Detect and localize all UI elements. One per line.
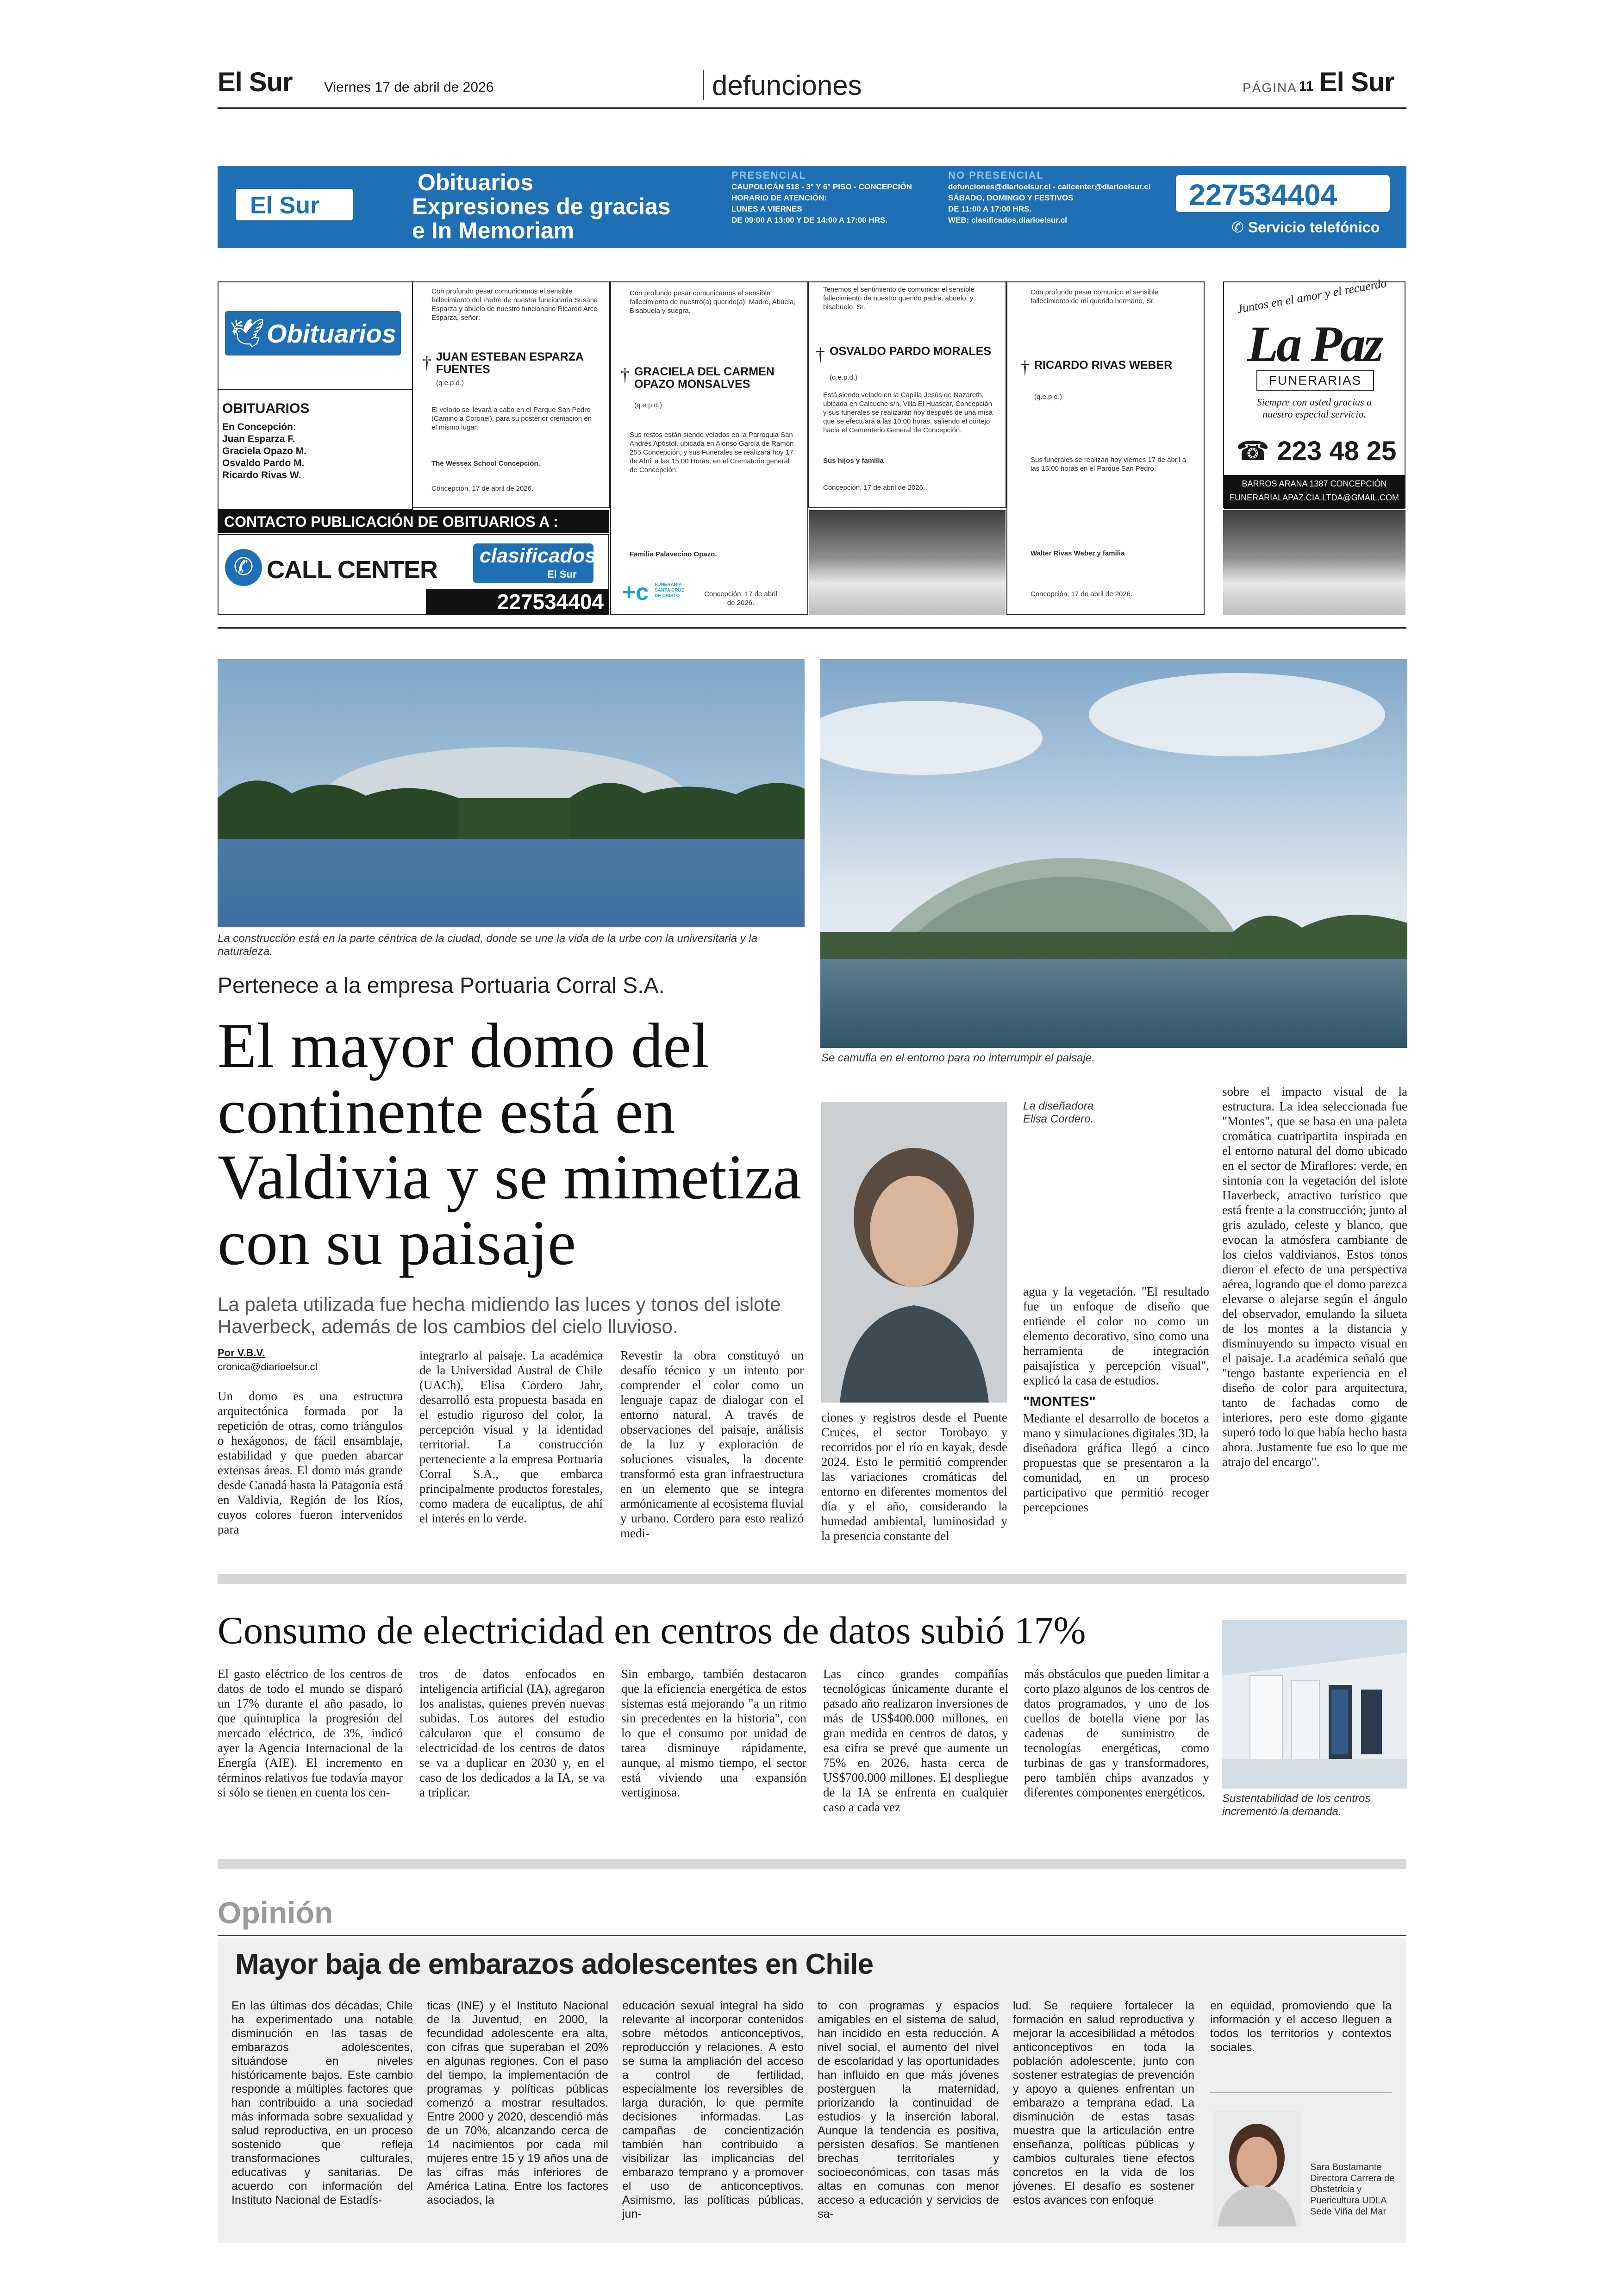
obituary-notice: Con profundo pesar comunico el sensible fallecimiento de mi querido hermano, Sr. † RICARDO RIVAS WEBER (q.e.p.d.) Sus funerales se realizan hoy viernes 17 de abril a las 15:00 horas en el Parque San Pedro. Walter Rivas Weber y familia Concepción, 17 de abril de 2026. (1006, 281, 1205, 615)
obituary-banner (218, 166, 1406, 248)
index-title: OBITUARIOS (222, 401, 310, 416)
article-column: sobre el impacto visual de la estructura. La idea seleccionada fue "Montes", que se basa en una paleta cromática cuatripartita inspirada en el entorno natural del domo ubicado en el sector de Miraflores: verde, en sintonía con la vegetación del islote Haverbeck, atractivo turístico que está frente a la construcción; junto al gris azulado, celeste y blanco, que evocan la atmósfera cambiante de los cielos valdivianos. Estos tonos dieron el efecto de una perspectiva aérea, logrando que el domo parezca elevarse o alejarse según el ángulo del observador, emulando la silueta de los montes a la distancia y disminuyendo su impacto visual en el paisaje. La académica señaló que "tengo bastante experiencia en el diseño de color para arquitectura, tanto de fachadas como de interiores, pero este domo gigante superó todo lo que había hecho hasta ahora. Justamente fue eso lo que me atrajo del encargo". (1222, 1085, 1407, 1469)
photo2-caption: Se camufla en el entorno para no interrumpir el paisaje. (821, 1052, 1095, 1064)
article-column: Revestir la obra constituyó un desafío técnico y un intento por comprender el color como un lenguaje capaz de dialogar con el entorno natural. A través de observaciones del paisaje, análisis de la luz y exploración de soluciones visuales, la docente transformó esta gran infraestructura en un elemento que se integra armónicamente al ecosistema fluvial y urbano. Cordero para esto realizó medi- (620, 1348, 804, 1540)
page-number: 11 (1299, 79, 1314, 94)
telephone-icon: ☎ (1236, 436, 1270, 466)
article-column: ciones y registros desde el Puente Cruces, el sector Torobayo y recorridos por el río en kayak, desde 2024. Esto le permitió comprender las variaciones cromáticas del entorno en diferentes momentos del día y el año, considerando la humedad ambiental, luminosidad y la presencia constante del (821, 1410, 1007, 1543)
obituary-notice: Tenemos el sentimiento de comunicar el sensible fallecimiento de nuestro querido padre, abuelo, y bisabuelo, Sr. † OSVALDO PARDO MORALES (q.e.p.d.) Está siendo velado en la Capilla Jesús de Nazareth, ubicada en Calcuche s/n, Villa El Huascar, Concepción y sus funerales se realizarán hoy después de una misa que se efectuará a las 10:00 horas, saliendo el cortejo hacia el Cementerio General de Concepción. Sus hijos y familia Concepción, 17 de abril de 2026. (808, 281, 1006, 508)
cross-icon: † (816, 344, 825, 365)
banner-no-presencial: NO PRESENCIAL defunciones@diarioelsur.cl - callcenter@diarioelsur.cl SÁBADO, DOMINGO Y FESTIVOS DE 11:00 A 17:00 HRS. WEB: clasificados.diarioelsur.cl (948, 169, 1151, 225)
funeraria-icon: +c (622, 579, 649, 605)
opinion-rule (218, 1935, 1406, 1936)
banner-phone-box[interactable] (1176, 175, 1390, 212)
index-place: En Concepción: (222, 422, 296, 432)
portrait-photo (821, 1102, 1007, 1403)
page-label: PÁGINA (1243, 81, 1297, 95)
dome-river-photo (820, 659, 1407, 1048)
article-column: Sin embargo, también destacaron que la eficiencia energética de estos sistemas está mejorando "a un ritmo sin precedentes en la historia", con lo que el consumo por unidad de tarea disminuye rápidamente, aunque, al mismo tiempo, el sector está viviendo una expansión vertiginosa. (621, 1667, 806, 1799)
obituaries-index (218, 281, 413, 510)
opinion-column: educación sexual integral ha sido relevante al incorporar contenidos sobre métodos anticonceptivos, reproducción y relaciones. A esto se suma la ampliación del acceso a control de fertilidad, especialmente los reversibles de larga duración, lo que permite decisiones informadas. Las campañas de concientización también han contribuido a visibilizar las implicancias del embarazo temprano y a promover el uso de anticonceptivos. Asimismo, las políticas públicas, jun- (622, 1999, 804, 2220)
domo-kicker: Pertenece a la empresa Portuaria Corral S.A. (218, 973, 665, 998)
obituaries-bottom-rule (218, 627, 1406, 629)
obituary-notice: Con profundo pesar comunicamos el sensible fallecimiento de nuestro(a) querido(a): Madre, Abuela, Bisabuela y suegra. † GRACIELA DEL CARMEN OPAZO MONSALVES (q.e.p.d.) Sus restos están siendo velados en la Parroquia San Andrés Apóstol, ubicada en Alonso García de Ramón 255 Concepción, y sus Funerales se realizará hoy 17 de Abril a las 15:00 Horas, en el Crematorio general de Concepción. Familia Palavecino Opazo. +c FUNERARIA SANTA CRUZ DE CRISTO Concepción, 17 de abril de 2026. (610, 281, 808, 615)
obituary-notice: Con profundo pesar comunicamos el sensible fallecimiento del Padre de nuestra funcionaria Susana Esparza y abuelo de nuestro funcionario Ricardo Arce Esparza, señor: † JUAN ESTEBAN ESPARZA FUENTES (q.e.p.d.) El velorio se llevará a cabo en el Parque San Pedro (Camino a Coronel), para su posterior cremación en el mismo lugar. The Wessex School Concepción. Concepción, 17 de abril de 2026. (412, 281, 610, 508)
domo-deck: La paleta utilizada fue hecha midiendo las luces y tonos del islote Haverbeck, además de los cambios del cielo lluvioso. (218, 1293, 781, 1337)
brand-left: El Sur (218, 67, 293, 97)
contact-phone[interactable]: 227534404 (426, 589, 609, 615)
index-name[interactable]: Juan Esparza F. (222, 434, 295, 444)
contact-box (218, 510, 609, 615)
banner-phone-label: ✆ Servicio telefónico (1231, 219, 1380, 236)
brand-right: El Sur (1319, 67, 1394, 97)
clouds-image (1223, 510, 1405, 615)
opinion-column: lud. Se requiere fortalecer la formación en salud reproductiva y mejorar la accesibilidad a métodos anticonceptivos en toda la población adolescente, junto con sostener estrategias de prevención y apoyo a quienes enfrentan un embarazo a temprana edad. La disminución de estas tasas muestra que la articulación entre enseñanza, políticas públicas y cambios culturales tiene efectos concretos en la vida de los jóvenes. El desafío es sostener estos avances con enfoque (1013, 1999, 1194, 2207)
section-divider (218, 1574, 1406, 1584)
article-column: Un domo es una estructura arquitectónica formada por la repetición de otras, como triángulos o hexágonos, de fácil ensamblaje, estabilidad y que pueden abarcar extensas áreas. El domo más grande desde Canadá hasta la Patagonia está en Valdivia, Región de los Ríos, cuyos colores fueron intervenidos para (218, 1389, 403, 1536)
article-column: agua y la vegetación. "El resultado fue un enfoque de diseño que entiende el color no como un elemento decorativo, sino como una herramienta de integración paisajística y percepción visual", explicó la casa de estudios. "MONTES" Mediante el desarrollo de bocetos a mano y simulaciones digitales 3D, la diseñadora gráfica llegó a cinco propuestas que se presentaron a la comunidad, en un proceso participativo que permitió recoger percepciones (1023, 1285, 1209, 1514)
banner-presencial: PRESENCIAL CAUPOLICÁN 518 - 3° Y 6° PISO - CONCEPCIÓN HORARIO DE ATENCIÓN: LUNES A VIERNES DE 09:00 A 13:00 Y DE 14:00 A 17:00 HRS. (731, 169, 912, 225)
funeraria-logo: +c FUNERARIA SANTA CRUZ DE CRISTO (622, 579, 684, 605)
header-date: Viernes 17 de abril de 2026 (324, 80, 494, 95)
domo-photo-2 (820, 659, 1407, 1048)
article-column: integrarlo al paisaje. La académica de la Universidad Austral de Chile (UACh), Elisa Cordero Jahr, desarrolló esta propuesta basada en el estudio riguroso del color, la percepción visual y la identidad territorial. La construcción perteneciente a la empresa Portuaria Corral S.A., que embarca principalmente productos forestales, como madera de eucaliptus, de ahí el interés en lo verde. (419, 1348, 603, 1525)
section-title: defunciones (712, 70, 862, 101)
opinion-section-title: Opinión (218, 1896, 333, 1930)
index-name[interactable]: Osvaldo Pardo M. (222, 458, 305, 468)
contact-title: CONTACTO PUBLICACIÓN DE OBITUARIOS A : (218, 510, 609, 533)
byline-email[interactable]: cronica@diarioelsur.cl (218, 1361, 318, 1372)
banner-title: Obituarios Expresiones de gracias e In Memoriam (412, 169, 671, 243)
dome-lake-photo (218, 659, 805, 927)
phone-icon: ✆ (1231, 219, 1248, 236)
article-column: Las cinco grandes compañías tecnológicas únicamente durante el pasado año realizaron inversiones de más de US$400.000 millones, en gran medida en centros de datos, y esa cifra se prevé que aumente un 75% en 2026, hasta cerca de US$700.000 millones. El despliegue de la IA se enfrenta en cualquier caso a cada vez (823, 1667, 1008, 1814)
author-photo (1213, 2111, 1301, 2226)
banner-logo: El Sur (236, 189, 353, 220)
obituaries-section (218, 276, 1405, 615)
opinion-column: to con programas y espacios amigables en el sistema de salud, han incidido en esta reducción. A nivel social, el aumento del nivel de escolaridad y las oportunidades han influido en que más jóvenes posterguen la maternidad, priorizando la continuidad de estudios y la inserción laboral. Aunque la tendencia es positiva, persisten desafíos. Se mantienen brechas territoriales y socioeconómicas, con tasas más altas en comunas con menor acceso a educación y servicios de sa- (818, 1999, 999, 2220)
ad-email: FUNERARIALAPAZ.CIA.LTDA@GMAIL.COM (1230, 493, 1399, 502)
phone-icon: ✆ (225, 549, 262, 586)
opinion-column: ticas (INE) y el Instituto Nacional de la Juventud, en 2000, la fecundidad adolescente era alta, con cifras que superaban el 20% en algunas regiones. Con el paso del tiempo, la implementación de programas y políticas públicas comenzó a mostrar resultados. Entre 2000 y 2020, descendió más de un 70%, alcanzando cerca de 14 nacimientos por cada mil mujeres entre 15 y 19 años una de las cifras más inferiores de América Latina. Entre los factores asociados, la (427, 1999, 608, 2207)
cross-icon: † (1020, 357, 1030, 378)
byline: Por V.B.V. cronica@diarioelsur.cl (218, 1346, 329, 1374)
article-column: El gasto eléctrico de los centros de datos de todo el mundo se disparó un 17% durante el año pasado, lo que quintuplica la progresión del mercado eléctrico, de 3%, indicó ayer la Agencia Internacional de la Energía (AIE). El incremento en términos relativos fue todavía mayor si sólo se tienen en cuenta los cen- (218, 1667, 403, 1799)
author-role: Directora Carrera de Obstetricia y Puericultura UDLA Sede Viña del Mar (1310, 2173, 1395, 2217)
author-name: Sara Bustamante (1310, 2162, 1382, 2172)
header-rule (218, 107, 1406, 109)
ad-phone: 223 48 25 (1277, 436, 1397, 466)
funeraria-la-paz-ad[interactable]: Juntos en el amor y el recuerdo La Paz FUNERARIAS Siempre con usted gracias a nuestro especial servicio. ☎ 223 48 25 BARROS ARANA 1387 CONCEPCIÓN FUNERARIALAPAZ.CIA.LTDA@GMAIL.COM (1223, 281, 1405, 508)
header-divider (703, 70, 704, 100)
domo-headline: El mayor domo del continente está en Valdivia y se mimetiza con su paisaje (218, 1010, 801, 1278)
cross-icon: † (620, 364, 630, 385)
opinion-headline: Mayor baja de embarazos adolescentes en Chile (235, 1948, 874, 1980)
article-column: más obstáculos que pueden limitar a corto plazo algunos de los centros de datos programados, y uno de los cuellos de botella viene por las cadenas de suministro de tecnologías energéticas, como turbinas de gas y transformadores, pero también chips avanzados y diferentes componentes energéticos. (1024, 1667, 1209, 1799)
designer-portrait (821, 1102, 1007, 1403)
section-divider (218, 1859, 1406, 1869)
energy-headline: Consumo de electricidad en centros de datos subió 17% (218, 1609, 1086, 1652)
subhead: "MONTES" (1023, 1394, 1096, 1409)
opinion-column: en equidad, promoviendo que la información y el acceso lleguen a todos los territorios y contextos sociales. (1210, 1999, 1392, 2054)
author-credit (1310, 2162, 1403, 2217)
energy-caption: Sustentabilidad de los centros incrementó la demanda. (1222, 1792, 1371, 1818)
server-racks-image (1222, 1620, 1407, 1789)
page-header (218, 65, 1406, 106)
banner-phone: 227534404 (1189, 178, 1337, 212)
data-center-photo (1222, 1620, 1407, 1789)
author-portrait (1213, 2111, 1301, 2226)
article-column: tros de datos enfocados en inteligencia artificial (IA), agregaron los analistas, quienes prevén nuevas subidas. Los autores del estudio calcularon que el consumo de electricidad de los centros de datos se va a duplicar en 2030 y, en el caso de los dedicados a la IA, se va a triplicar. (419, 1667, 605, 1799)
la-paz-logo: La Paz (1247, 316, 1382, 372)
domo-photo-1 (218, 659, 805, 927)
photo1-caption: La construcción está en la parte céntrica de la ciudad, donde se une la vida de la urbe con la universitaria y la naturaleza. (218, 932, 758, 958)
cross-icon: † (422, 352, 431, 373)
call-center-label: CALL CENTER (267, 556, 438, 584)
dove-icon: 🕊 (230, 318, 265, 349)
ad-address: BARROS ARANA 1387 CONCEPCIÓN (1242, 479, 1387, 488)
obituaries-logo: 🕊 Obituarios (225, 311, 401, 355)
clasificados-logo: clasificados El Sur (473, 543, 593, 583)
index-name[interactable]: Graciela Opazo M. (222, 446, 307, 456)
portrait-caption: La diseñadora Elisa Cordero. (1023, 1100, 1094, 1125)
opinion-column: En las últimas dos décadas, Chile ha experimentado una notable disminución en las tasas de embarazos adolescentes, situándose en niveles históricamente bajos. Este cambio responde a múltiples factores que han contribuido a una sociedad más informada sobre sexualidad y salud reproductiva, en un proceso sostenido que refleja transformaciones culturales, educativas y sanitarias. De acuerdo con información del Instituto Nacional de Estadís- (231, 1999, 413, 2207)
index-name[interactable]: Ricardo Rivas W. (222, 470, 301, 480)
clouds-image (809, 510, 1006, 615)
